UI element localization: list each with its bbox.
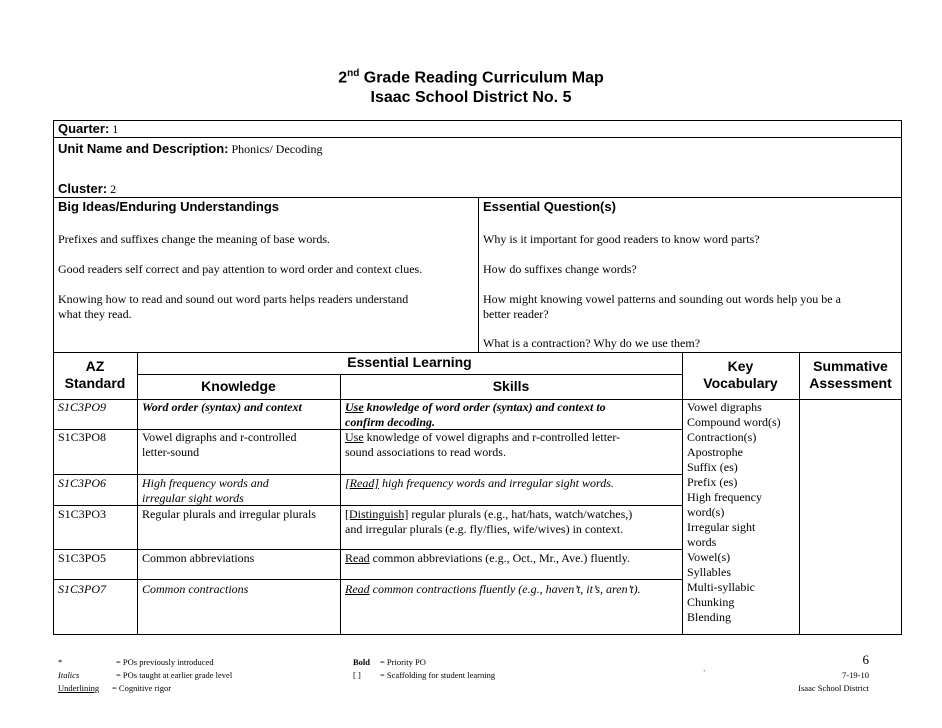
divider bbox=[799, 352, 800, 635]
divider bbox=[53, 474, 682, 475]
skill-text: [Distinguish] regular plurals (e.g., hat/hats, watch/watches,) bbox=[345, 507, 633, 521]
standard-code: S1C3PO9 bbox=[58, 400, 106, 414]
vocab-item: Syllables bbox=[687, 565, 731, 579]
knowledge-text: Common abbreviations bbox=[142, 551, 255, 565]
divider bbox=[53, 352, 902, 353]
knowledge-text: Regular plurals and irregular plurals bbox=[142, 507, 316, 521]
vocab-item: Contraction(s) bbox=[687, 430, 757, 444]
standard-code: S1C3PO3 bbox=[58, 507, 107, 521]
vocab-item: Vowel digraphs bbox=[687, 400, 762, 414]
divider bbox=[53, 137, 902, 138]
big-idea-item: Knowing how to read and sound out word parts helps readers understand bbox=[58, 292, 409, 306]
key-vocabulary-header: Key Vocabulary bbox=[703, 358, 778, 391]
essential-learning-header: Essential Learning bbox=[347, 354, 472, 370]
legend-desc: = Priority PO bbox=[380, 657, 426, 667]
skill-text: Read common contractions fluently (e.g., haven’t, it’s, aren’t). bbox=[345, 582, 641, 596]
vocab-item: Apostrophe bbox=[687, 445, 743, 459]
legend-desc: = Cognitive rigor bbox=[112, 683, 172, 693]
big-idea-item: what they read. bbox=[58, 307, 132, 321]
skills-header: Skills bbox=[492, 378, 530, 394]
legend-desc: = Scaffolding for student learning bbox=[380, 670, 496, 680]
essential-question-item: Why is it important for good readers to know word parts? bbox=[483, 232, 760, 246]
legend-key: Bold bbox=[353, 657, 371, 667]
knowledge-text: High frequency words and bbox=[142, 476, 269, 490]
vocab-item: words bbox=[687, 535, 717, 549]
vocab-item: Suffix (es) bbox=[687, 460, 738, 474]
vocab-item: Chunking bbox=[687, 595, 735, 609]
footer-date: 7-19-10 bbox=[842, 670, 869, 680]
essential-questions-heading: Essential Question(s) bbox=[483, 199, 616, 214]
vocab-item: High frequency bbox=[687, 490, 762, 504]
legend-key: Italics bbox=[58, 670, 80, 680]
summative-assessment-header: Summative Assessment bbox=[809, 358, 892, 391]
knowledge-text: Common contractions bbox=[142, 582, 249, 596]
skill-text: Use knowledge of word order (syntax) and context to bbox=[345, 400, 606, 414]
cluster-row: Cluster: 2 bbox=[58, 181, 117, 196]
skill-text: sound associations to read words. bbox=[345, 445, 506, 459]
skill-text: Use knowledge of vowel digraphs and r-controlled letter- bbox=[345, 430, 621, 444]
essential-question-item: How do suffixes change words? bbox=[483, 262, 637, 276]
footer-mark: ` bbox=[703, 668, 706, 678]
essential-question-item: better reader? bbox=[483, 307, 549, 321]
page-subtitle: Isaac School District No. 5 bbox=[370, 89, 572, 106]
standard-code: S1C3PO7 bbox=[58, 582, 106, 596]
vocab-item: Multi-syllabic bbox=[687, 580, 755, 594]
page-number: 6 bbox=[862, 652, 869, 667]
knowledge-text: Word order (syntax) and context bbox=[142, 400, 302, 414]
page-title: 2nd Grade Reading Curriculum Map bbox=[338, 68, 604, 87]
quarter-row: Quarter: 1 bbox=[58, 121, 119, 136]
divider bbox=[340, 374, 341, 635]
vocab-item: Blending bbox=[687, 610, 731, 624]
vocab-item: word(s) bbox=[687, 505, 725, 519]
essential-question-item: What is a contraction? Why do we use them? bbox=[483, 336, 701, 350]
standard-code: S1C3PO8 bbox=[58, 430, 107, 444]
big-idea-item: Good readers self correct and pay attention to word order and context clues. bbox=[58, 262, 423, 276]
knowledge-text: Vowel digraphs and r-controlled bbox=[142, 430, 297, 444]
skill-text: [Read] high frequency words and irregular sight words. bbox=[345, 476, 614, 490]
knowledge-text: irregular sight words bbox=[142, 491, 244, 505]
legend-desc: = POs previously introduced bbox=[116, 657, 214, 667]
vocab-item: Vowel(s) bbox=[687, 550, 731, 564]
essential-question-item: How might knowing vowel patterns and sounding out words help you be a bbox=[483, 292, 841, 306]
standard-code: S1C3PO5 bbox=[58, 551, 107, 565]
az-standard-header: AZ Standard bbox=[64, 358, 126, 391]
skill-text: Read common abbreviations (e.g., Oct., Mr., Ave.) fluently. bbox=[345, 551, 630, 565]
legend-key: [ ] bbox=[353, 670, 361, 680]
big-idea-item: Prefixes and suffixes change the meaning of base words. bbox=[58, 232, 331, 246]
footer-district: Isaac School District bbox=[798, 683, 869, 693]
divider bbox=[137, 374, 682, 375]
legend-key: Underlining bbox=[58, 683, 100, 693]
big-ideas-heading: Big Ideas/Enduring Understandings bbox=[58, 199, 280, 214]
divider bbox=[682, 352, 683, 635]
standard-code: S1C3PO6 bbox=[58, 476, 106, 490]
vocab-item: Irregular sight bbox=[687, 520, 756, 534]
legend-desc: = POs taught at earlier grade level bbox=[116, 670, 233, 680]
skill-text: confirm decoding. bbox=[345, 415, 435, 429]
knowledge-header: Knowledge bbox=[201, 378, 276, 394]
knowledge-text: letter-sound bbox=[142, 445, 200, 459]
legend-key: * bbox=[58, 657, 63, 667]
divider bbox=[53, 549, 682, 550]
divider bbox=[53, 579, 682, 580]
skill-text: and irregular plurals (e.g. fly/flies, wife/wives) in context. bbox=[345, 522, 624, 536]
vocab-item: Compound word(s) bbox=[687, 415, 781, 429]
unit-row: Unit Name and Description: Phonics/ Decoding bbox=[58, 141, 323, 156]
divider bbox=[478, 197, 479, 352]
vocab-item: Prefix (es) bbox=[687, 475, 738, 489]
